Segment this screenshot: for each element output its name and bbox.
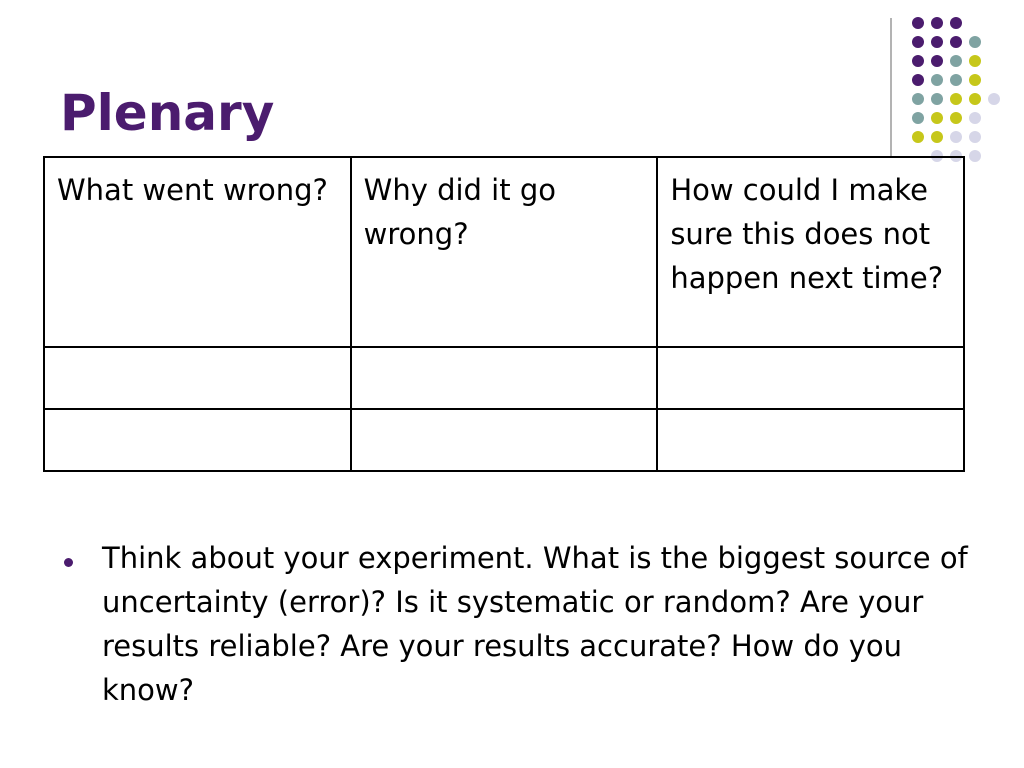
table-cell (351, 409, 658, 471)
table-cell (657, 347, 964, 409)
table-row (44, 409, 964, 471)
bullet-text: Think about your experiment. What is the biggest source of uncertainty (error)? Is it systematic or random? Are your results reliable? Are your results accurate? How do you know? (102, 541, 968, 707)
table-cell (44, 409, 351, 471)
plenary-table (43, 156, 965, 472)
plenary-table-container (43, 156, 965, 472)
table-cell (44, 347, 351, 409)
header-why-did-it-go-wrong: Why did it go wrong? (351, 157, 658, 347)
header-what-went-wrong: What went wrong? (44, 157, 351, 347)
table-header-row (44, 157, 964, 347)
table-row (44, 347, 964, 409)
bullet-dot-icon (64, 558, 73, 567)
table-cell (351, 347, 658, 409)
header-how-could-i-prevent: How could I make sure this does not happen next time? (657, 157, 964, 347)
table-cell (657, 409, 964, 471)
slide-title: Plenary (60, 84, 275, 142)
